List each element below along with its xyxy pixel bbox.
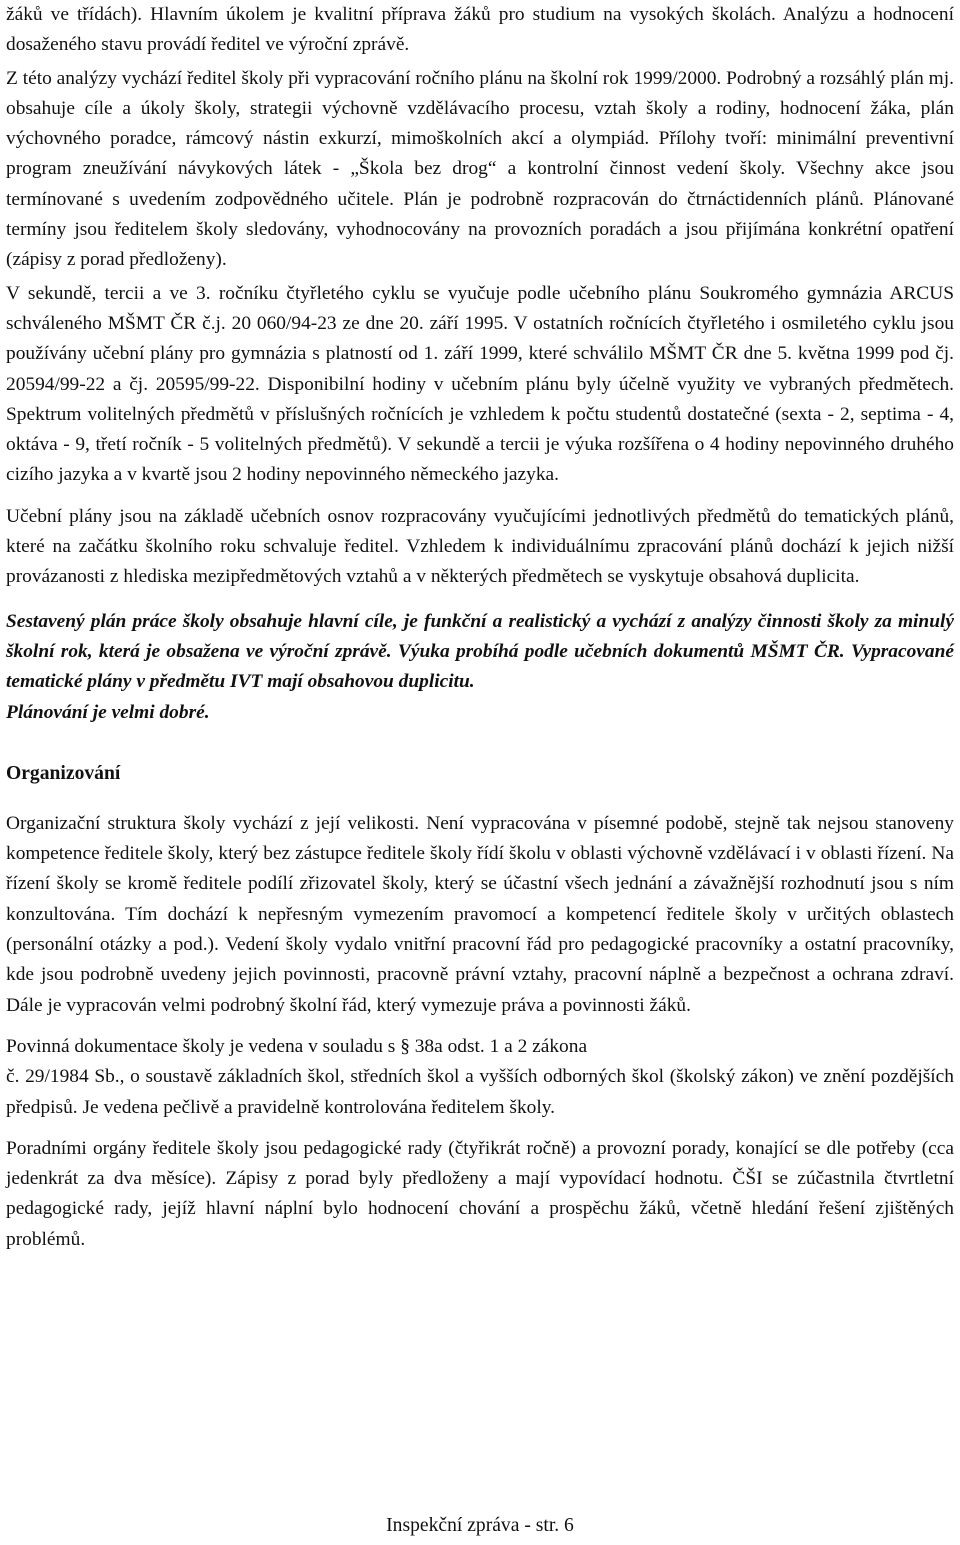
evaluation-summary: Sestavený plán práce školy obsahuje hlavní cíle, je funkční a realistický a vychází z analýzy činnosti školy za minulý školní rok, která je obsažena ve výroční zprávě. Výuka probíhá podle učebních dokumentů MŠMT ČR. Vypracované tematické plány v předmětu IVT mají obsahovou duplicitu. <box>6 610 954 693</box>
documentation-rest: č. 29/1984 Sb., o soustavě základních škol, středních škol a vyšších odborných škol (školský zákon) ve znění pozdějších předpisů. Je vedena pečlivě a pravidelně kontrolována ředitelem školy. <box>6 1066 954 1118</box>
paragraph-annual-plan: Z této analýzy vychází ředitel školy při vypracování ročního plánu na školní rok 1999/2000. Podrobný a rozsáhlý plán mj. obsahuje cíle a úkoly školy, strategii výchovně vzdělávacího procesu, vztah školy a rodiny, hodnocení žáka, plán výchovného poradce, rámcový nástin exkurzí, mimoškolních akcí a olympiád. Přílohy tvoří: minimální preventivní program zneužívání návykových látek - „Škola bez drog“ a kontrolní činnost vedení školy. Všechny akce jsou termínované s uvedením zodpovědného učitele. Plán je podrobně rozpracován do čtrnáctidenních plánů. Plánované termíny jsou ředitelem školy sledovány, vyhodnocovány na provozních poradách a jsou přijímána konkrétní opatření (zápisy z porad předloženy). <box>6 67 954 271</box>
page-footer: Inspekční zpráva - str. 6 <box>386 1515 574 1536</box>
paragraph-intro: žáků ve třídách). Hlavním úkolem je kvalitní příprava žáků pro studium na vysokých školách. Analýzu a hodnocení dosaženého stavu provádí ředitel ve výroční zprávě. <box>6 4 954 56</box>
document-page <box>6 0 954 1255</box>
paragraph-documentation <box>6 1032 954 1123</box>
paragraph-organization-structure: Organizační struktura školy vychází z její velikosti. Není vypracována v písemné podobě, stejně tak nejsou stanoveny kompetence ředitele školy, který bez zástupce ředitele školy řídí školu v oblasti výchovně vzdělávací i v oblasti řízení. Na řízení školy se kromě ředitele podílí zřizovatel školy, který se účastní všech jednání a závažnější rozhodnutí jsou s ním konzultována. Tím dochází k nepřesným vymezením pravomocí a kompetencí ředitele školy v určitých oblastech (personální otázky a pod.). Vedení školy vydalo vnitřní pracovní řád pro pedagogické pracovníky a ostatní pracovníky, kde jsou podrobně uvedeny jejich povinnosti, pracovně právní vztahy, pracovní náplně a bezpečnost a ochrana zdraví. Dále je vypracován velmi podrobný školní řád, který vymezuje práva a povinnosti žáků. <box>6 812 954 1016</box>
paragraph-advisory-bodies: Poradními orgány ředitele školy jsou pedagogické rady (čtyřikrát ročně) a provozní porady, konající se dle potřeby (cca jedenkrát za dva měsíce). Zápisy z porad byly předloženy a mají vypovídací hodnotu. ČŠI se zúčastnila čtvrtletní pedagogické rady, jejíž hlavní náplní bylo hodnocení chování a prospěchu žáků, včetně hledání řešení zjištěných problémů. <box>6 1137 954 1250</box>
evaluation-rating: Plánování je velmi dobré. <box>6 701 210 723</box>
section-heading-organizovani: Organizování <box>6 762 121 784</box>
paragraph-thematic-plans: Učební plány jsou na základě učebních osnov rozpracovány vyučujícími jednotlivých předmětů do tematických plánů, které na začátku školního roku schvaluje ředitel. Vzhledem k individuálnímu zpracování plánů dochází k jejich nižší provázanosti z hlediska mezipředmětových vztahů a v některých předmětech se vyskytuje obsahová duplicita. <box>6 505 954 588</box>
paragraph-curriculum: V sekundě, tercii a ve 3. ročníku čtyřletého cyklu se vyučuje podle učebního plánu Soukromého gymnázia ARCUS schváleného MŠMT ČR č.j. 20 060/94-23 ze dne 20. září 1995. V ostatních ročnících čtyřletého i osmiletého cyklu jsou používány učební plány pro gymnázia s platností od 1. září 1999, které schválilo MŠMT ČR dne 5. května 1999 pod čj. 20594/99-22 a čj. 20595/99-22. Disponibilní hodiny v učebním plánu byly účelně využity ve vybraných předmětech. Spektrum volitelných předmětů v příslušných ročnících je vzhledem k počtu studentů dostatečné (sexta - 2, septima - 4, oktáva - 9, třetí ročník - 5 volitelných předmětů). V sekundě a tercii je výuka rozšířena o 4 hodiny nepovinného druhého cizího jazyka a v kvartě jsou 2 hodiny nepovinného německého jazyka. <box>6 282 954 486</box>
documentation-first-line: Povinná dokumentace školy je vedena v souladu s § 38a odst. 1 a 2 zákona <box>6 1035 588 1057</box>
